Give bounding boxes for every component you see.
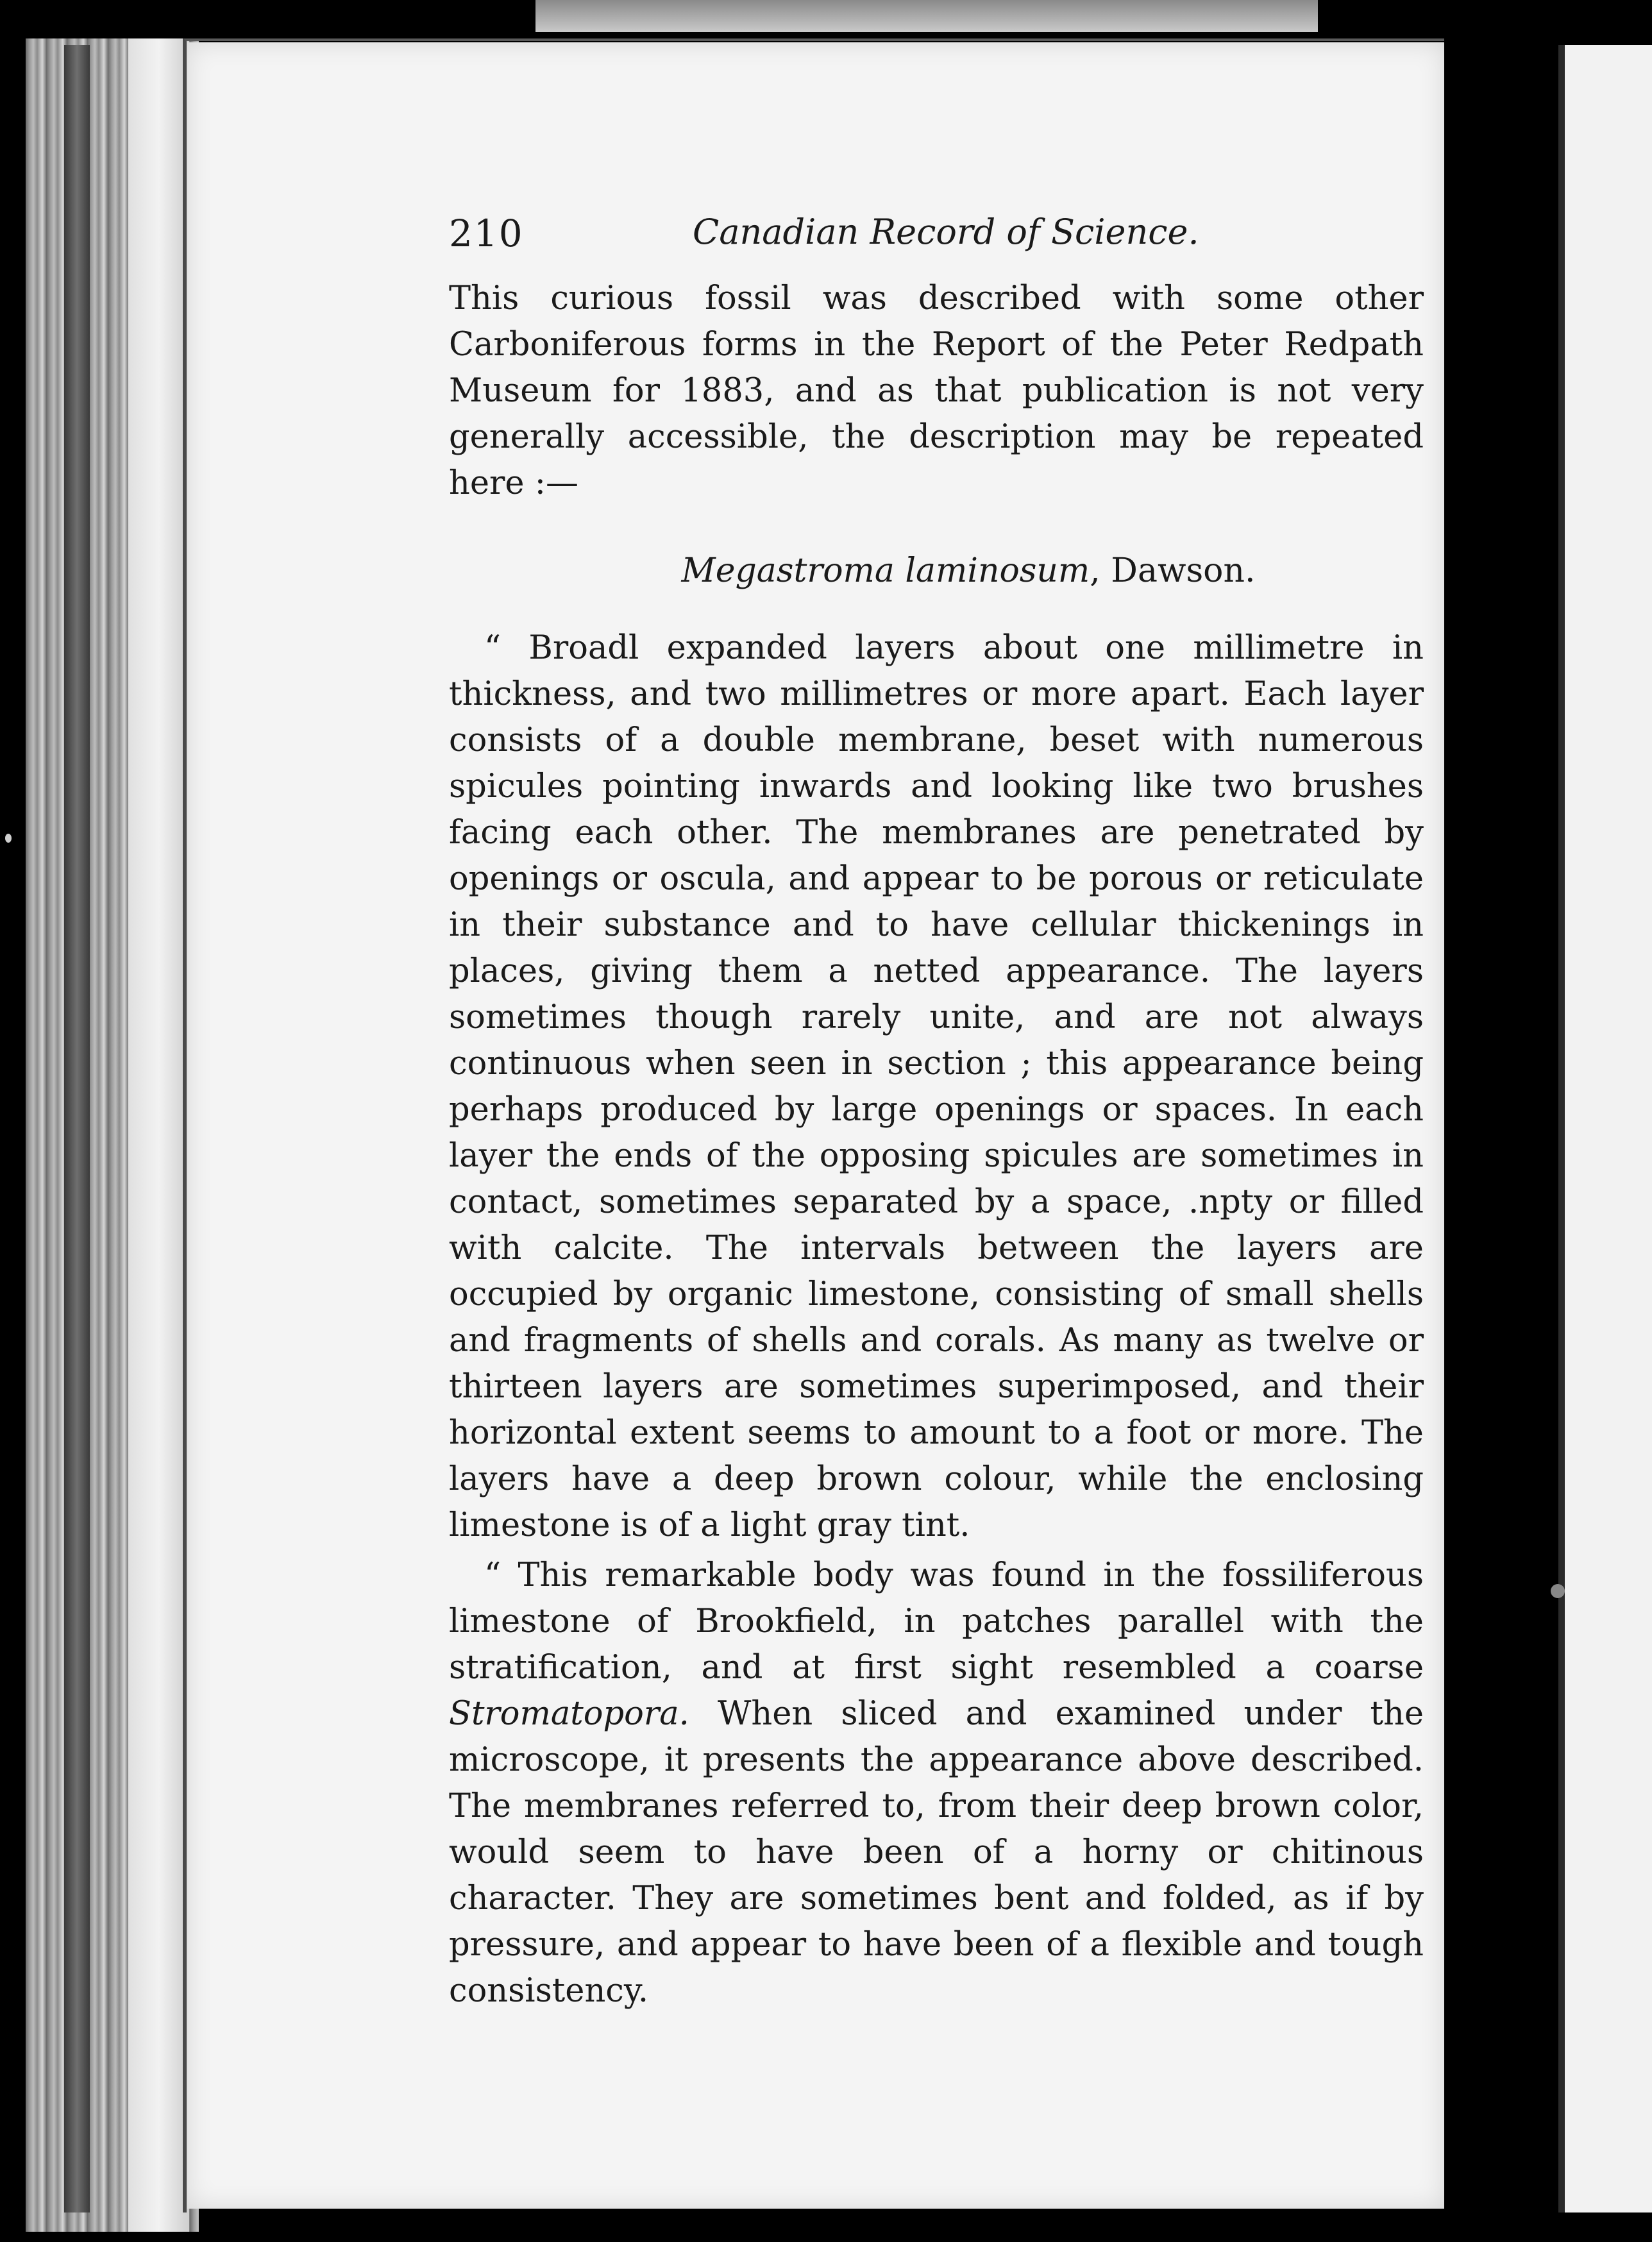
- species-heading: [449, 552, 1424, 590]
- gutter-gap: [1444, 38, 1566, 2219]
- page-edge-shadow: [64, 45, 90, 2212]
- running-head: [449, 212, 1424, 269]
- description-paragraph-2: [449, 1553, 1424, 2014]
- heading-separator: ,: [1090, 552, 1111, 590]
- paragraph-2-text-b: When sliced and examined under the microscope, it presents the appearance above described. The membranes referred to, from their deep brown color, would seem to have been of a horny or chitinous character. They are sometimes bent and folded, as if by pressure, and appear to have been of a flexible and tough consistency.: [449, 1695, 1424, 2010]
- scan-speck: [1551, 1584, 1565, 1598]
- description-paragraph-1: “ Broadl expanded layers about one millimetre in thickness, and two millimetres or more apart. Each layer consists of a double membrane, beset with numerous spicules pointing inwards and looking like two brushes facing each other. The membranes are penetrated by openings or oscula, and appear to be porous or reticulate in their substance and to have cellular thickenings in places, giving them a netted appearance. The layers sometimes though rarely unite, and are not always continuous when seen in section ; this appearance being perhaps produced by large openings or spaces. In each layer the ends of the opposing spicules are sometimes in contact, sometimes separated by a space, .npty or filled with calcite. The intervals between the layers are occupied by organic limestone, consisting of small shells and fragments of shells and corals. As many as twelve or thirteen layers are sometimes superimposed, and their horizontal extent seems to amount to a foot or more. The layers have a deep brown colour, while the enclosing limestone is of a light gray tint.: [449, 629, 1424, 1544]
- genus-name-stromatopora: Stromatopora.: [449, 1695, 689, 1733]
- binding-strip: [535, 0, 1318, 32]
- intro-paragraph: This curious fossil was described with some other Carboniferous forms in the Report of the Peter Redpath Museum for 1883, and as that publication is not very generally accessible, the description may be repeated here :—: [449, 280, 1424, 502]
- scan-speck: [5, 834, 12, 843]
- journal-title: Canadian Record of Science.: [693, 212, 1199, 252]
- page-edge-highlight: [128, 38, 189, 2232]
- paragraph-2-text-a: “ This remarkable body was found in the fossiliferous limestone of Brookfield, in patches parallel with the stratification, and at first sight resembled a coarse: [449, 1556, 1424, 1687]
- facing-page: [1565, 45, 1652, 2212]
- page-number: 210: [449, 212, 524, 255]
- page-text: [449, 212, 1424, 2014]
- species-name: Megastroma laminosum: [681, 552, 1090, 590]
- species-author: Dawson.: [1111, 552, 1256, 590]
